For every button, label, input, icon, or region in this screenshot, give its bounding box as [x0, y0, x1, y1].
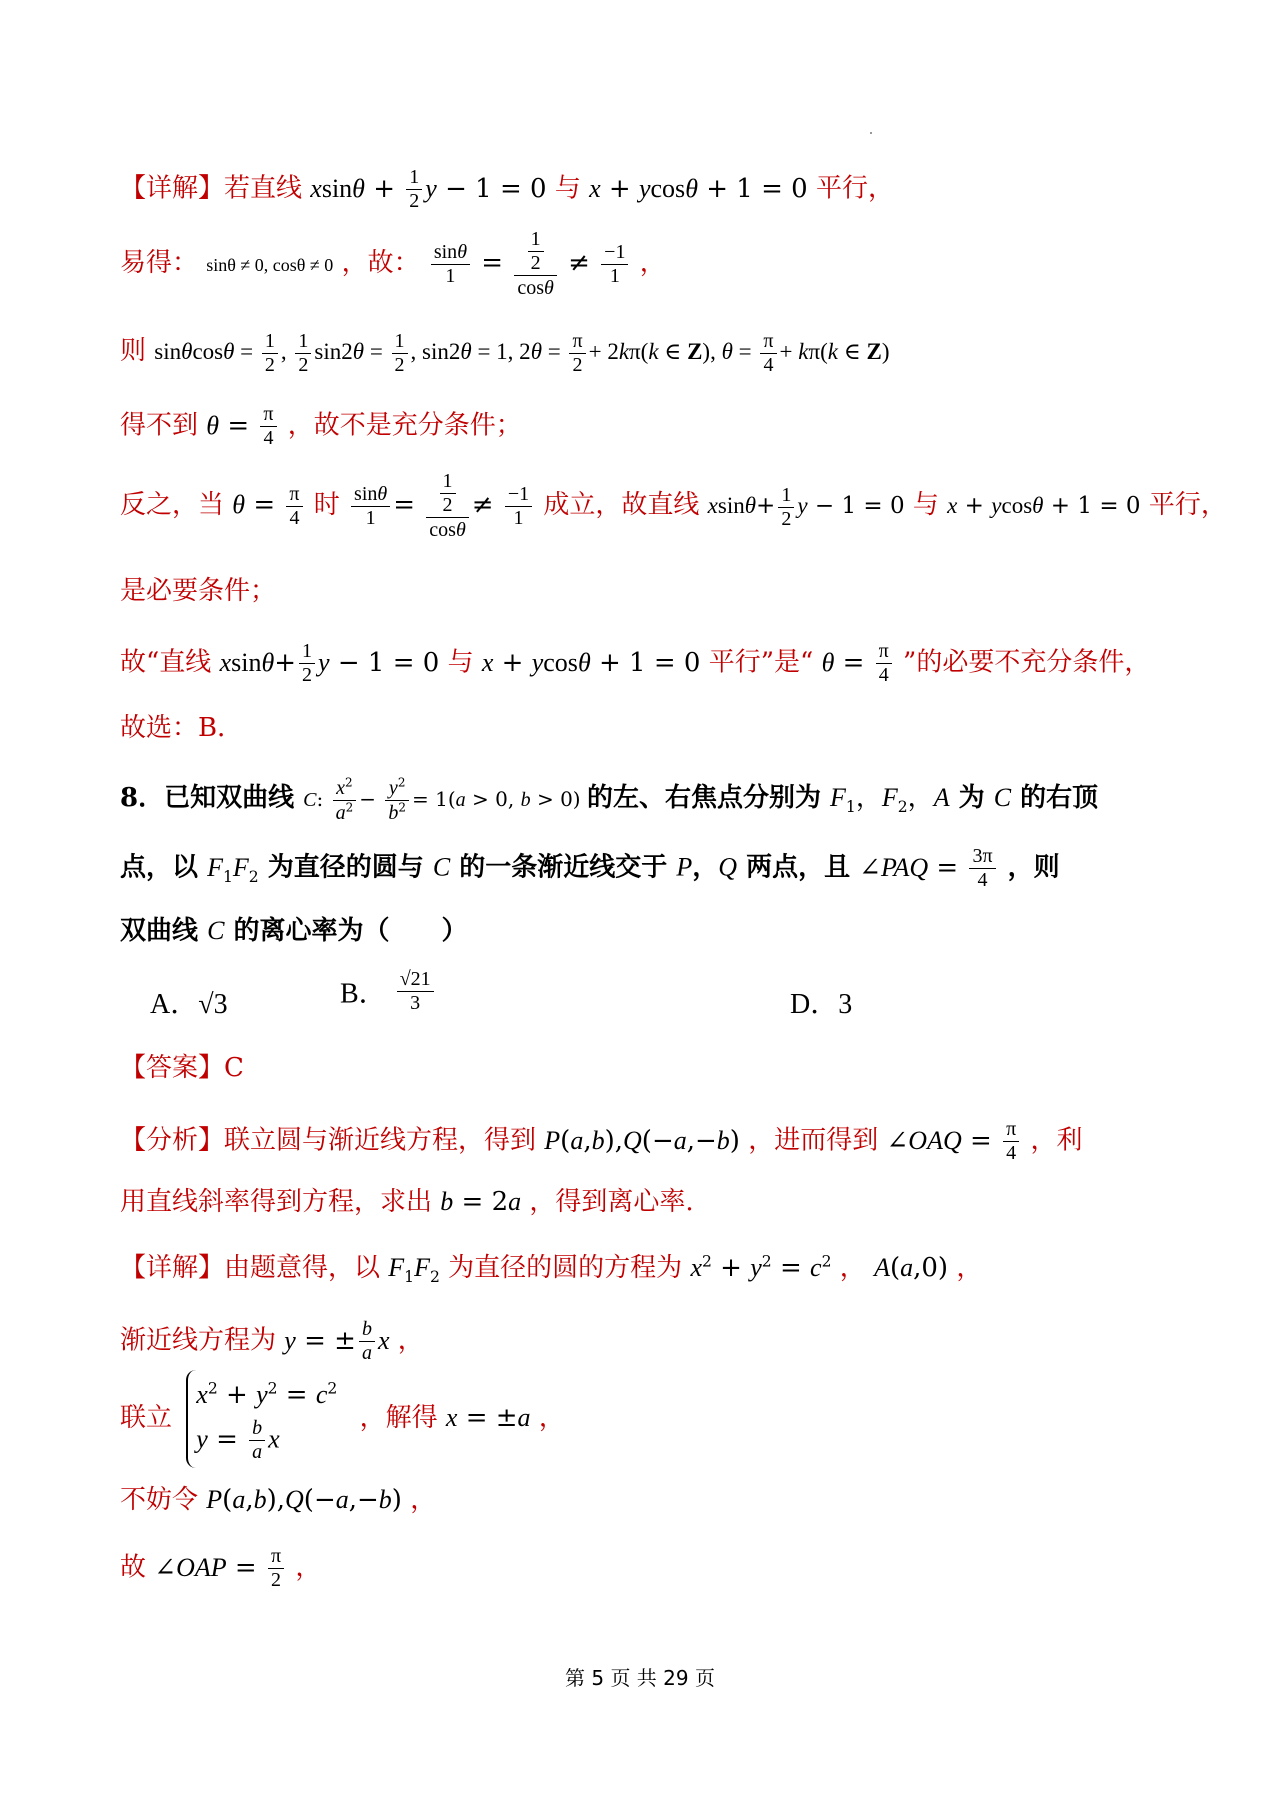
asymptote-line: 渐近线方程为 y = ± $\frac{b}{a}$ x ， — [120, 1318, 424, 1364]
angle-line: 故 ∠OAP = $\frac{\pi}{2}$ ， — [120, 1545, 322, 1591]
detail-line-1: 【详解】由题意得，以 $F_1F_2$ 为直径的圆的方程为 $x^2 + y^2 = c^2$ ， A(a,0) ， — [120, 1252, 983, 1287]
solution-line-2: 易得： sinθ ≠ 0, cosθ ≠ 0 ，故： $\frac{\sin\theta}{1}$ = $\frac{\frac{1}{2}}{\cos\theta}$ ≠ $\frac{-1}{1}$ ， — [120, 228, 666, 299]
nonzero-condition: sinθ ≠ 0, cosθ ≠ 0 — [206, 255, 334, 275]
scan-speck — [870, 132, 872, 134]
page-number: 第 5 页 共 29 页 — [565, 1666, 715, 1690]
solution-line-3: 则 sinθcosθ = $\frac{1}{2}$ , $\frac{1}{2}$ sin2θ = $\frac{1}{2}$ , sin2θ = 1, 2θ = $\frac{\pi}{2}$ + 2kπ(k ∈ Z), θ = $\frac{\pi}{4}$ + kπ(k ∈ Z) — [120, 330, 890, 376]
question-8-line-2: 点，以 $F_1F_2$ 为直径的圆与 C 的一条渐近线交于 P，Q 两点，且 ∠PAQ = $\frac{3\pi}{4}$ ，则 — [120, 845, 1060, 891]
solution-line-7: 故“直线 xsinθ+ $\frac{1}{2}$ y − 1 = 0 与 x + ycosθ + 1 = 0 平行”是“ θ = $\frac{\pi}{4}$ ”的必要不充分条件， — [120, 640, 1151, 686]
equation-system: $x^2 + y^2 = c^2$ y = $\frac{b}{a}$ x — [186, 1370, 345, 1468]
analysis-line-1: 【分析】联立圆与渐近线方程，得到 P(a,b),Q(−a,−b) ，进而得到 ∠OAQ = $\frac{\pi}{4}$ ，利 — [120, 1118, 1083, 1164]
option-b[interactable]: B． $\frac{√21}{3}$ — [340, 968, 437, 1015]
solution-line-4: 得不到 θ = $\frac{\pi}{4}$ ，故不是充分条件； — [120, 403, 522, 449]
solution-line-6: 是必要条件； — [120, 576, 277, 606]
solution-label: 【详解】若直线 — [120, 173, 303, 204]
option-a[interactable]: A．√3 — [150, 989, 228, 1020]
let-line: 不妨令 P(a,b),Q(−a,−b) ， — [120, 1485, 437, 1515]
option-d[interactable]: D．3 — [790, 989, 853, 1020]
solution-line-1: 【详解】若直线 xsinθ + $\frac{1}{2}$ y − 1 = 0 与 x + ycosθ + 1 = 0 平行， — [120, 166, 894, 212]
solution-choice: 故选：B． — [120, 713, 244, 743]
question-8-line-3: 双曲线 C 的离心率为（ ） — [120, 916, 468, 946]
solution-line-5: 反之，当 θ = $\frac{\pi}{4}$ 时 $\frac{\sin\theta}{1}$ = $\frac{\frac{1}{2}}{\cos\theta}$ ≠ $\frac{-1}{1}$ 成立，故直线 xsinθ+ $\frac{1}{2}$ y − 1 = 0 与 x + ycosθ + 1 = 0 平行， — [120, 470, 1227, 541]
question-8-line-1: 8．已知双曲线 C: $\frac{x^2}{a^2}$ − $\frac{y^2}{b^2}$ = 1(a > 0, b > 0) 的左、右焦点分别为 $F_1$，$F_2$，A 为 C 的右顶 — [120, 775, 1099, 824]
answer-line: 【答案】C — [120, 1053, 244, 1083]
analysis-line-2: 用直线斜率得到方程，求出 b = 2a ，得到离心率. — [120, 1187, 694, 1217]
system-line: 联立 $x^2 + y^2 = c^2$ y = $\frac{b}{a}$ x ，解得 x = ±a ， — [120, 1370, 1160, 1468]
option-a-value: √3 — [198, 989, 228, 1020]
